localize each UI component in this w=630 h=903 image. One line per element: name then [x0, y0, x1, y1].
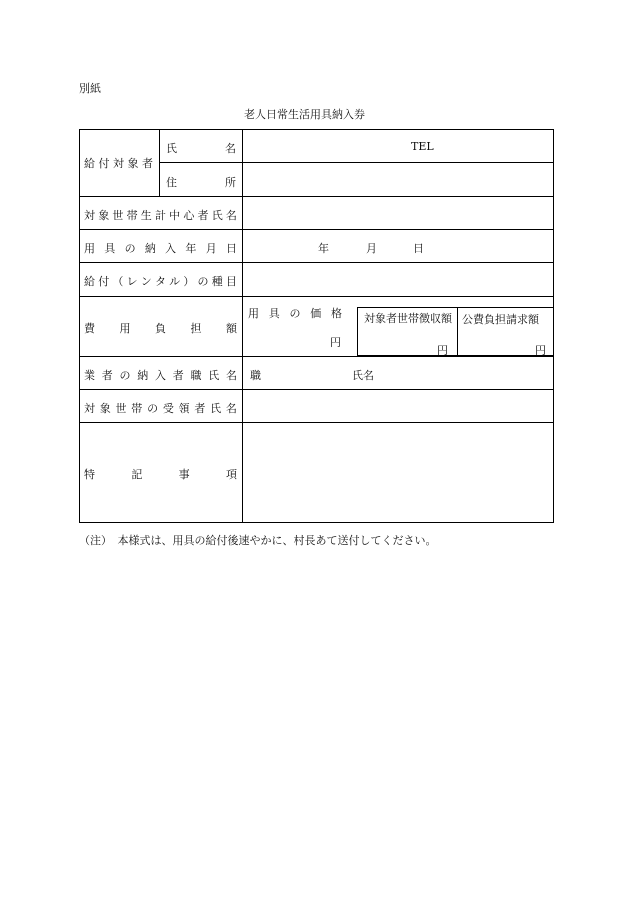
date-month-suffix: 月: [366, 242, 377, 255]
cost-label: 費 用 負 担 額: [84, 322, 237, 335]
price-unit: 円: [330, 336, 341, 349]
doc-title: 老人日常生活用具納入券: [244, 108, 365, 121]
price-label: 用 具 の 価 格: [248, 307, 342, 320]
delivery-date-label: 用 具 の 納 入 年 月 日: [84, 242, 237, 255]
household-collection-unit: 円: [437, 344, 448, 357]
vendor-delivery-person-label: 業 者 の 納 入 者 職 氏 名: [84, 369, 237, 382]
footnote: （注） 本様式は、用具の給付後速やかに、村長あて送付してください。: [79, 534, 437, 547]
tel-label: TEL: [411, 140, 434, 153]
receiver-name-label: 対 象 世 帯 の 受 領 者 氏 名: [84, 402, 237, 415]
address-label: 住 所: [166, 176, 236, 189]
doc-label: 別紙: [79, 82, 101, 95]
vendor-name-label: 氏名: [352, 369, 374, 382]
item-type-label: 給 付 （ レ ン タ ル ） の 種 目: [84, 275, 237, 288]
household-head-name-label: 対 象 世 帯 生 計 中 心 者 氏 名: [84, 209, 237, 222]
date-day-suffix: 日: [413, 242, 424, 255]
name-label: 氏 名: [166, 142, 236, 155]
date-year-suffix: 年: [318, 242, 329, 255]
remarks-label: 特 記 事 項: [84, 468, 237, 481]
household-collection-label: 対象者世帯徴収額: [364, 312, 452, 325]
public-claim-label: 公費負担請求額: [462, 313, 539, 326]
vendor-title-label: 職: [250, 369, 261, 382]
recipient-group-label: 給 付 対 象 者: [84, 157, 153, 170]
public-claim-unit: 円: [535, 344, 546, 357]
